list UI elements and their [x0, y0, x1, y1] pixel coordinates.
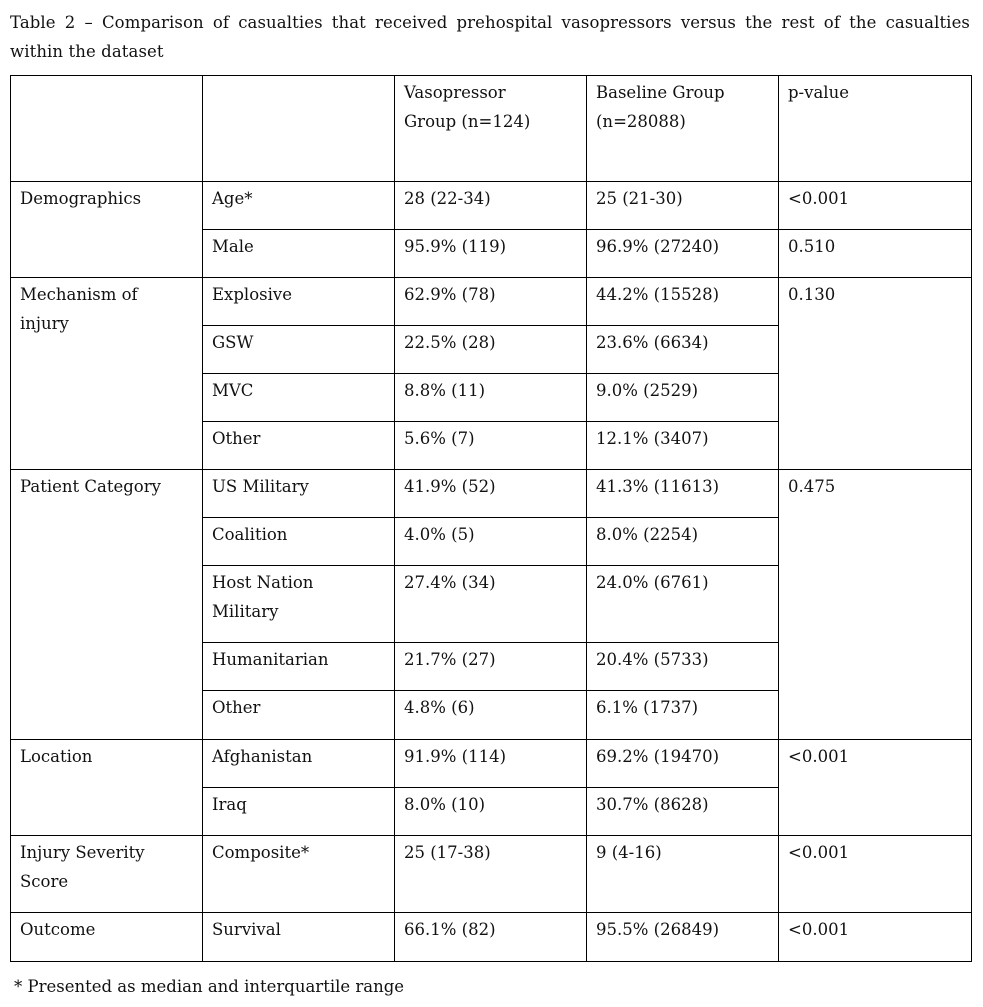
baseline-cell: 23.6% (6634) [587, 326, 779, 374]
vasopressor-cell: 5.6% (7) [395, 422, 587, 470]
p-value-cell: <0.001 [779, 913, 972, 962]
variable-cell: Host Nation Military [203, 566, 395, 643]
variable-cell: Afghanistan [203, 740, 395, 788]
header-cell-vasopressor [395, 76, 587, 182]
header-row [11, 76, 972, 182]
vasopressor-cell: 27.4% (34) [395, 566, 587, 643]
vasopressor-cell: 22.5% (28) [395, 326, 587, 374]
baseline-cell: 25 (21-30) [587, 182, 779, 230]
baseline-cell: 95.5% (26849) [587, 913, 779, 962]
baseline-cell: 96.9% (27240) [587, 230, 779, 278]
table-row [11, 836, 972, 913]
vasopressor-cell: 21.7% (27) [395, 643, 587, 691]
table-footnote: * Presented as median and interquartile range [14, 977, 405, 996]
p-value-cell: <0.001 [779, 182, 972, 230]
baseline-cell: 12.1% (3407) [587, 422, 779, 470]
p-value-cell: <0.001 [779, 836, 972, 913]
category-cell: Demographics [11, 182, 203, 278]
category-cell: Injury Severity Score [11, 836, 203, 913]
vasopressor-cell: 25 (17-38) [395, 836, 587, 913]
vasopressor-cell: 4.0% (5) [395, 518, 587, 566]
category-cell: Patient Category [11, 470, 203, 740]
vasopressor-cell: 62.9% (78) [395, 278, 587, 326]
variable-cell: Male [203, 230, 395, 278]
p-value-cell: 0.510 [779, 230, 972, 278]
table-row [11, 182, 972, 230]
variable-cell: GSW [203, 326, 395, 374]
table-row [11, 740, 972, 788]
header-cell-p-value: p-value [779, 76, 972, 182]
baseline-cell: 9 (4-16) [587, 836, 779, 913]
vasopressor-cell: 91.9% (114) [395, 740, 587, 788]
p-value-cell: 0.475 [779, 470, 972, 740]
variable-cell: Composite* [203, 836, 395, 913]
baseline-cell: 20.4% (5733) [587, 643, 779, 691]
vasopressor-cell: 95.9% (119) [395, 230, 587, 278]
header-cell-baseline [587, 76, 779, 182]
header-cell-variable [203, 76, 395, 182]
variable-cell: Humanitarian [203, 643, 395, 691]
category-cell: Mechanism of injury [11, 278, 203, 470]
variable-cell: MVC [203, 374, 395, 422]
p-value-cell: <0.001 [779, 740, 972, 836]
header-cell-category [11, 76, 203, 182]
table-row [11, 278, 972, 326]
variable-cell: US Military [203, 470, 395, 518]
table-row [11, 470, 972, 518]
vasopressor-cell: 8.8% (11) [395, 374, 587, 422]
baseline-cell: 8.0% (2254) [587, 518, 779, 566]
comparison-table [10, 75, 972, 962]
p-value-cell: 0.130 [779, 278, 972, 470]
baseline-cell: 41.3% (11613) [587, 470, 779, 518]
variable-cell: Explosive [203, 278, 395, 326]
header-vasopressor-label: Vasopressor Group (n=124) [404, 83, 531, 131]
vasopressor-cell: 8.0% (10) [395, 788, 587, 836]
baseline-cell: 9.0% (2529) [587, 374, 779, 422]
vasopressor-cell: 66.1% (82) [395, 913, 587, 962]
baseline-cell: 24.0% (6761) [587, 566, 779, 643]
variable-cell: Other [203, 422, 395, 470]
baseline-cell: 6.1% (1737) [587, 691, 779, 740]
baseline-cell: 44.2% (15528) [587, 278, 779, 326]
category-cell: Location [11, 740, 203, 836]
category-cell: Outcome [11, 913, 203, 962]
vasopressor-cell: 28 (22-34) [395, 182, 587, 230]
variable-cell: Iraq [203, 788, 395, 836]
baseline-cell: 69.2% (19470) [587, 740, 779, 788]
header-baseline-label: Baseline Group (n=28088) [596, 83, 725, 131]
table-row [11, 913, 972, 962]
variable-cell: Age* [203, 182, 395, 230]
variable-cell: Other [203, 691, 395, 740]
table-caption: Table 2 – Comparison of casualties that received prehospital vasopressors versus the rest of the casualties within the dataset [10, 13, 970, 61]
vasopressor-cell: 4.8% (6) [395, 691, 587, 740]
baseline-cell: 30.7% (8628) [587, 788, 779, 836]
variable-cell: Coalition [203, 518, 395, 566]
variable-cell: Survival [203, 913, 395, 962]
vasopressor-cell: 41.9% (52) [395, 470, 587, 518]
